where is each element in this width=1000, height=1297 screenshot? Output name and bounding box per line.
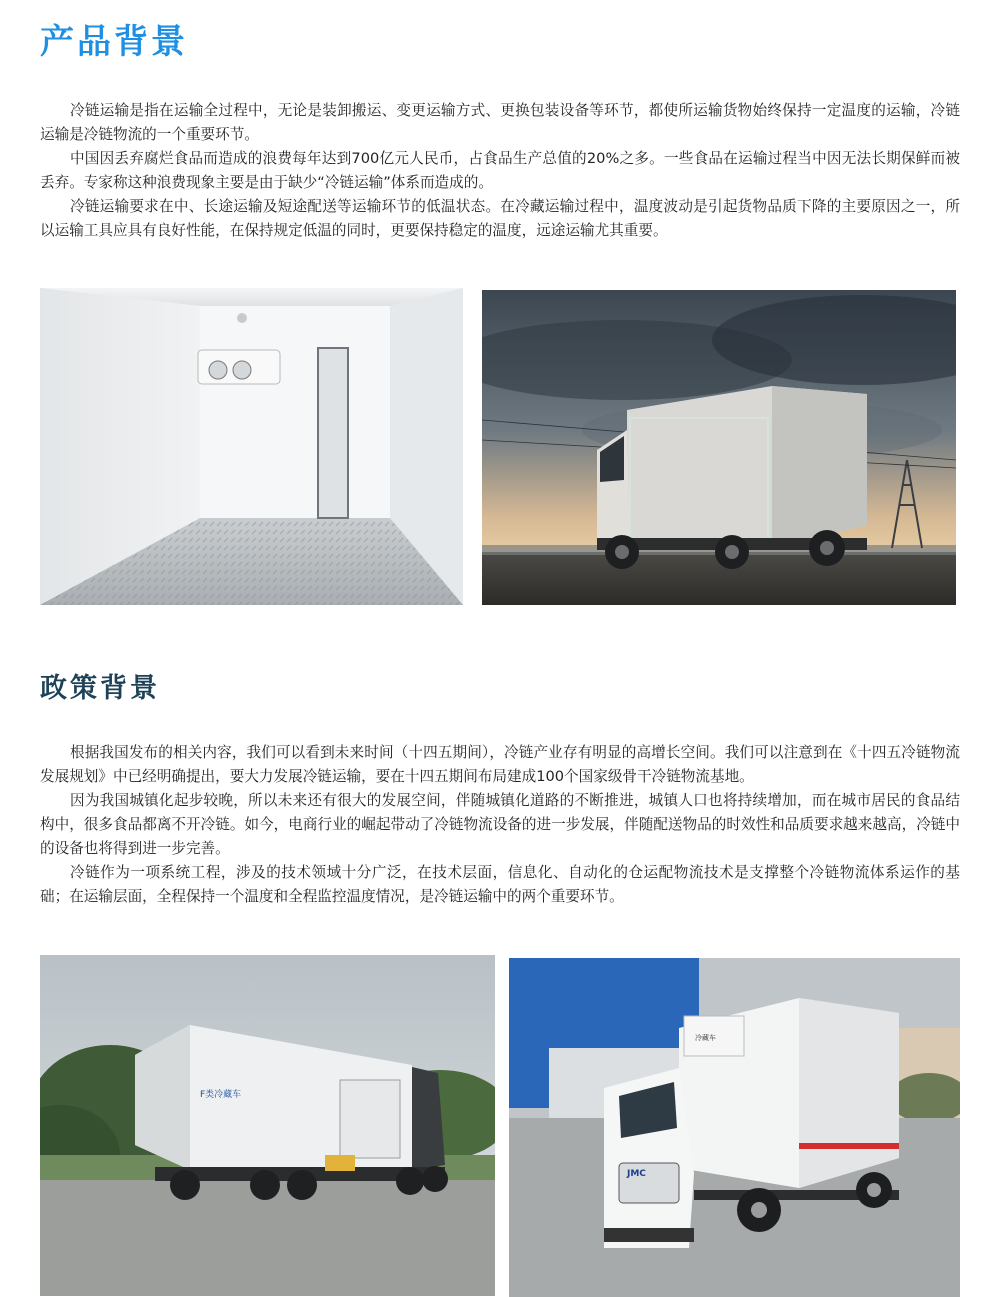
paragraph: 中国因丢弃腐烂食品而造成的浪费每年达到700亿元人民币，占食品生产总值的20%之多。一些食品在运输过程当中因无法长期保鲜而被丢弃。专家称这种浪费现象主要是由于缺少“冷链运输”体系而造成的。: [40, 150, 960, 191]
paragraph: 冷链运输是指在运输全过程中，无论是装卸搬运、变更运输方式、更换包装设备等环节，都使所运输货物始终保持一定温度的运输，冷链运输是冷链物流的一个重要环节。: [40, 102, 960, 143]
refrigerated-box-interior-photo: [40, 288, 463, 605]
jmc-refrigerated-truck-photo: [509, 958, 960, 1297]
policy-background-text: [40, 741, 960, 909]
paragraph: 冷链作为一项系统工程，涉及的技术领域十分广泛，在技术层面，信息化、自动化的仓运配物流技术是支撑整个冷链物流体系运作的基础；在运输层面，全程保持一个温度和全程监控温度情况，是冷链运输中的两个重要环节。: [40, 864, 960, 905]
heavy-refrigerated-truck-photo: [40, 955, 495, 1296]
policy-background-heading: 政策背景: [40, 673, 160, 704]
truck-side-label: F类冷藏车: [200, 1090, 242, 1100]
paragraph: 冷链运输要求在中、长途运输及短途配送等运输环节的低温状态。在冷藏运输过程中，温度波动是引起货物品质下降的主要原因之一，所以运输工具应具有良好性能，在保持规定低温的同时，更要保持稳定的温度，远途运输尤其重要。: [40, 198, 960, 239]
electric-truck-sunset-photo: [482, 290, 956, 605]
jmc-logo: JMC: [627, 1169, 646, 1179]
paragraph: 因为我国城镇化起步较晚，所以未来还有很大的发展空间，伴随城镇化道路的不断推进，城镇人口也将持续增加，而在城市居民的食品结构中，很多食品都离不开冷链。如今，电商行业的崛起带动了冷链物流设备的进一步发展，伴随配送物品的时效性和品质要求越来越高，冷链中的设备也将得到进一步完善。: [40, 792, 960, 857]
truck-box-label: 冷藏车: [695, 1034, 716, 1042]
product-background-heading: 产品背景: [40, 22, 188, 62]
product-background-text: [40, 99, 960, 243]
paragraph: 根据我国发布的相关内容，我们可以看到未来时间（十四五期间），冷链产业存有明显的高增长空间。我们可以注意到在《十四五冷链物流发展规划》中已经明确提出，要大力发展冷链运输，要在十四五期间布局建成100个国家级骨干冷链物流基地。: [40, 744, 960, 785]
